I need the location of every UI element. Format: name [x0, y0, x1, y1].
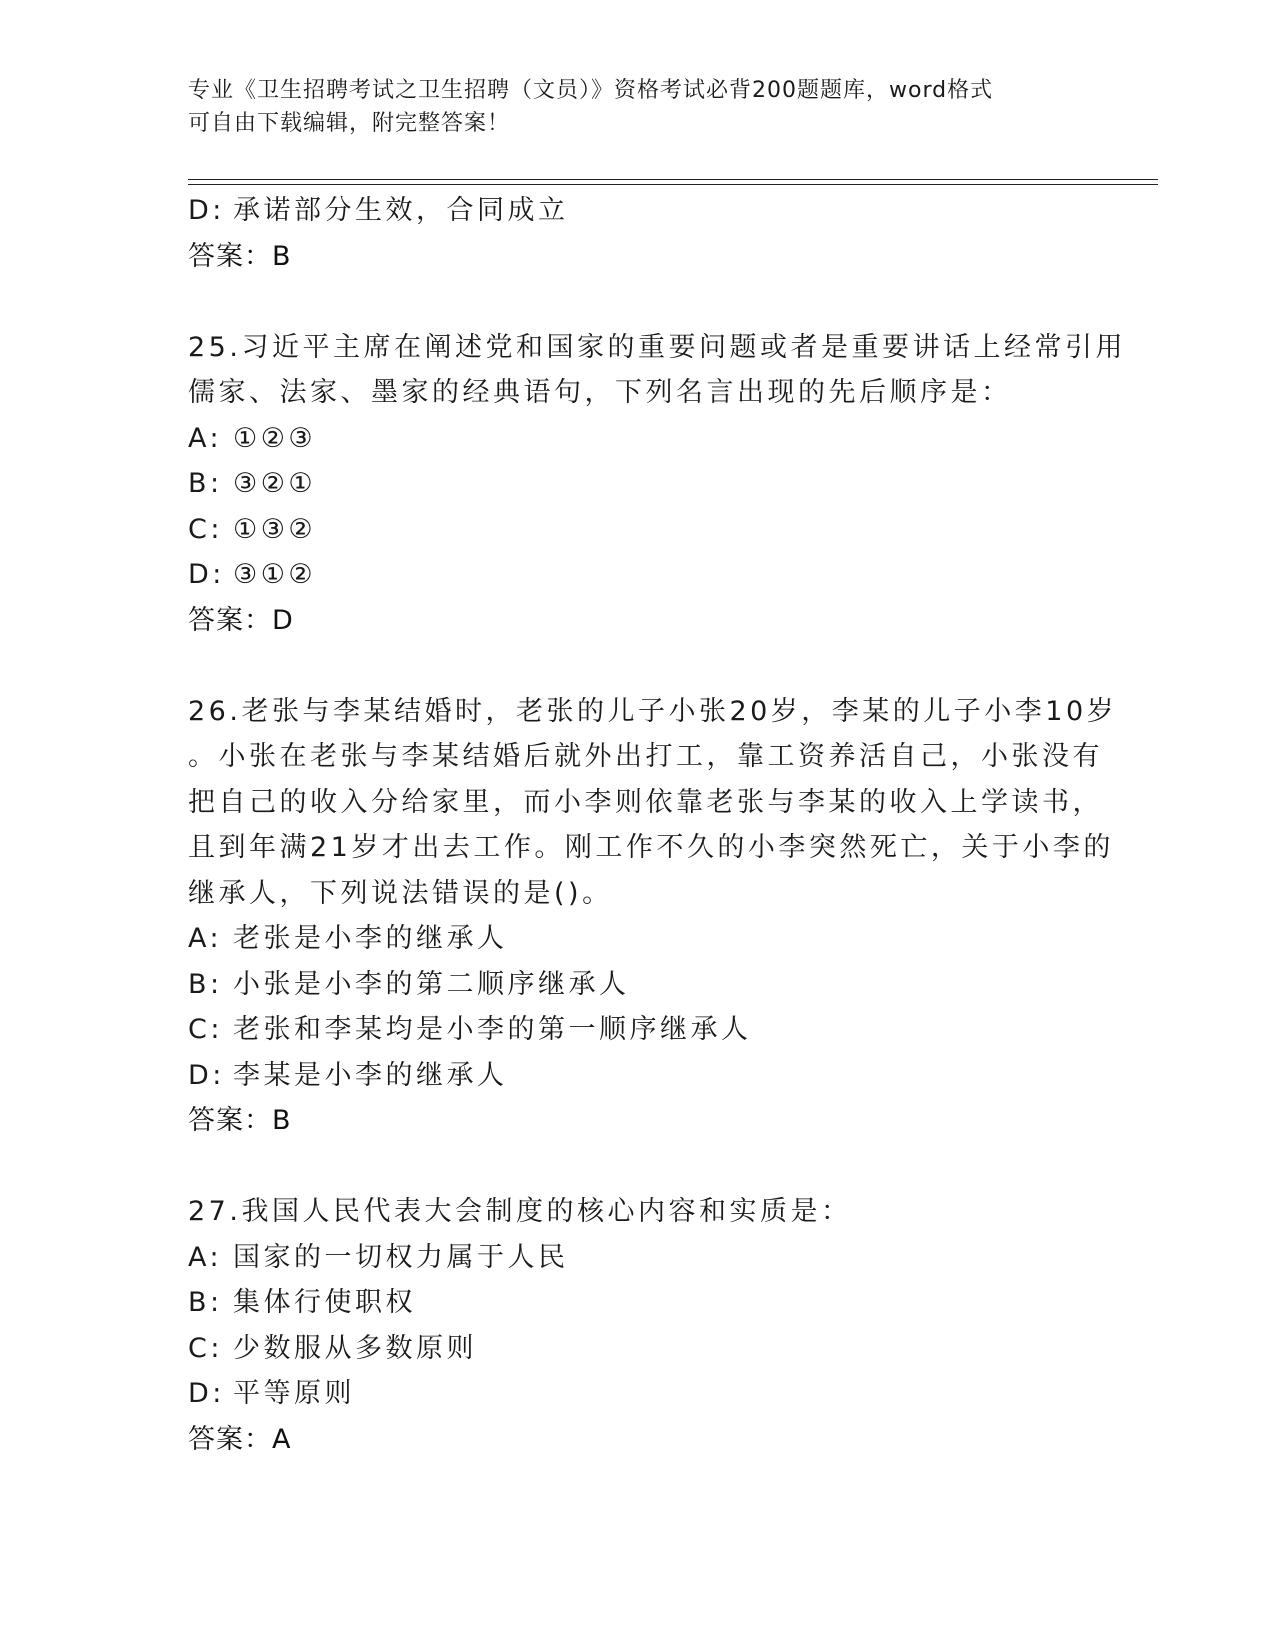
question-text-line: 继承人，下列说法错误的是()。 — [188, 877, 613, 909]
option-text: ③②① — [233, 468, 317, 499]
option-key: B: — [188, 968, 223, 1000]
question-text-line: 。小张在老张与李某结婚后就外出打工，靠工资养活自己，小张没有 — [188, 741, 1103, 772]
option-text: 承诺部分生效，合同成立 — [233, 195, 569, 226]
option-key: C: — [188, 513, 223, 545]
option-d — [188, 1371, 1088, 1417]
option-text: 国家的一切权力属于人民 — [233, 1241, 569, 1273]
question-26 — [188, 689, 1118, 1144]
header-line-1: 专业《卫生招聘考试之卫生招聘（文员）》资格考试必背200题题库，word格式 — [188, 78, 994, 103]
question-text-line: 27.我国人民代表大会制度的核心内容和实质是： — [188, 1196, 852, 1227]
option-key: A: — [188, 923, 223, 954]
option-key: D: — [188, 1378, 225, 1409]
question-27 — [188, 1189, 1088, 1462]
option-text: ①③② — [233, 513, 317, 545]
option-text: 老张是小李的继承人 — [233, 923, 508, 954]
header-divider-top — [188, 179, 1158, 180]
option-text: ①②③ — [233, 422, 317, 454]
option-key: C: — [188, 1014, 223, 1045]
header-line-2: 可自由下载编辑，附完整答案！ — [188, 111, 511, 136]
question-content — [188, 188, 1126, 1462]
option-key: D: — [188, 195, 225, 226]
option-d — [188, 1053, 1088, 1099]
question-text-line: 26.老张与李某结婚时，老张的儿子小张20岁，李某的儿子小李10岁 — [188, 695, 1118, 727]
option-a — [188, 416, 1088, 462]
prev-answer: 答案：B — [188, 240, 292, 272]
answer: 答案：B — [188, 1105, 292, 1136]
option-key: B: — [188, 468, 223, 499]
option-b — [188, 1280, 1088, 1326]
option-a — [188, 916, 1088, 962]
option-b — [188, 962, 1088, 1008]
option-key: A: — [188, 1241, 223, 1273]
answer: 答案：A — [188, 1423, 292, 1455]
option-b — [188, 461, 1088, 507]
option-c — [188, 507, 1088, 553]
option-text: 集体行使职权 — [233, 1287, 416, 1318]
question-25 — [188, 325, 1126, 644]
option-text: ③①② — [233, 559, 317, 590]
option-d — [188, 552, 1088, 598]
option-text: 老张和李某均是小李的第一顺序继承人 — [233, 1014, 752, 1045]
spacer — [188, 279, 1088, 325]
option-c — [188, 1007, 1088, 1053]
document-header — [188, 74, 1088, 140]
question-text-line: 且到年满21岁才出去工作。刚工作不久的小李突然死亡，关于小李的 — [188, 832, 1114, 863]
option-text: 李某是小李的继承人 — [233, 1059, 508, 1091]
option-c — [188, 1326, 1088, 1372]
spacer — [188, 643, 1088, 689]
option-text: 少数服从多数原则 — [233, 1332, 477, 1364]
option-key: B: — [188, 1287, 223, 1318]
option-a — [188, 1235, 1088, 1281]
option-key: A: — [188, 422, 223, 454]
option-text: 小张是小李的第二顺序继承人 — [233, 968, 630, 1000]
spacer — [188, 1144, 1088, 1190]
option-key: D: — [188, 559, 225, 590]
option-key: C: — [188, 1332, 223, 1364]
question-text-line: 25.习近平主席在阐述党和国家的重要问题或者是重要讲话上经常引用 — [188, 331, 1126, 363]
header-divider-bottom — [188, 184, 1158, 185]
prev-option-d — [188, 188, 1088, 234]
option-key: D: — [188, 1059, 225, 1091]
question-text-line: 儒家、法家、墨家的经典语句，下列名言出现的先后顺序是： — [188, 377, 1012, 408]
answer: 答案：D — [188, 604, 294, 636]
question-text-line: 把自己的收入分给家里，而小李则依靠老张与李某的收入上学读书， — [188, 786, 1103, 818]
option-text: 平等原则 — [233, 1378, 355, 1409]
